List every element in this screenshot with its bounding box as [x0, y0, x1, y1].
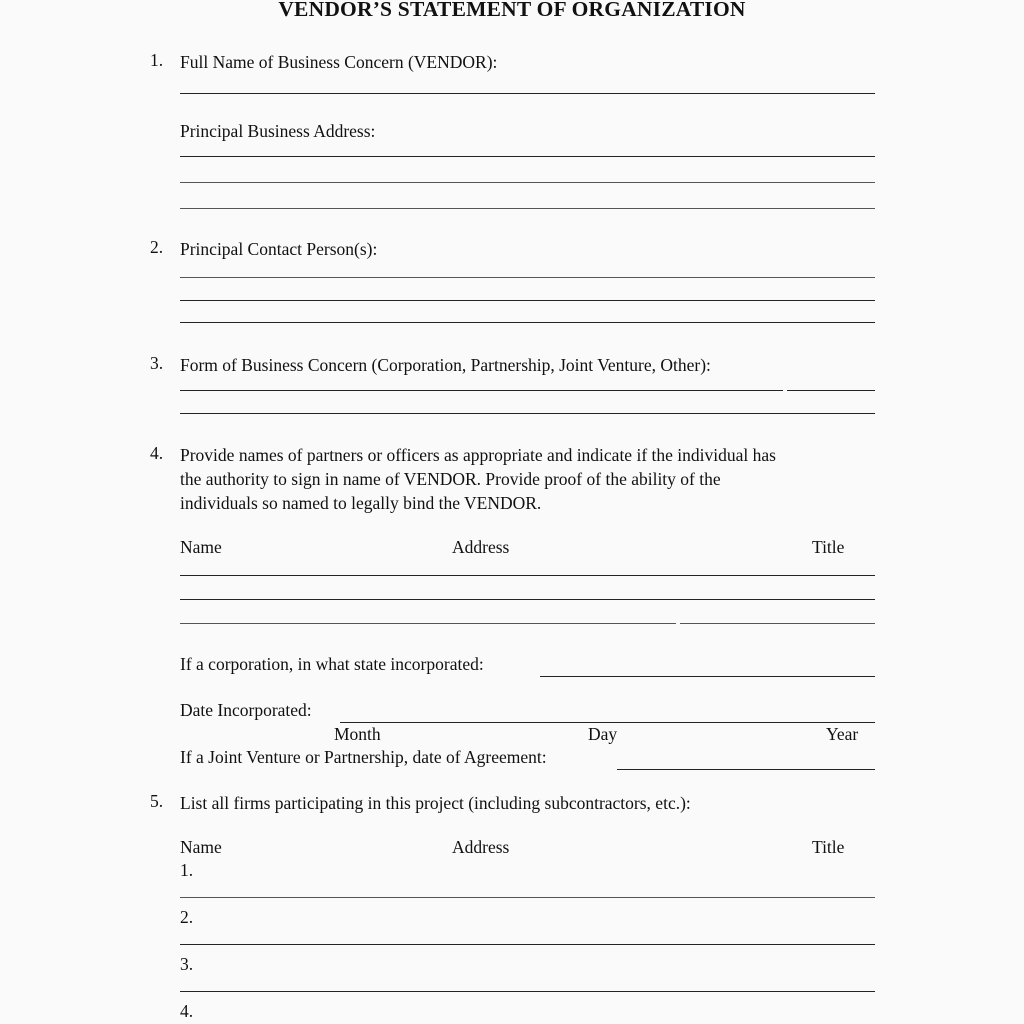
day-label: Day — [588, 724, 618, 744]
item-2-label: Principal Contact Person(s): — [180, 239, 378, 259]
firm-list-number-4: 4. — [180, 1001, 194, 1021]
firm-list-number-3: 3. — [180, 954, 194, 974]
firms-column-header-title: Title — [812, 837, 845, 857]
officers-rule-3[interactable] — [180, 623, 875, 624]
contact-person-rule-1[interactable] — [180, 277, 875, 278]
date-incorporated-label: Date Incorporated: — [180, 700, 312, 720]
contact-person-rule-3[interactable] — [180, 322, 875, 323]
officers-column-header-name: Name — [180, 537, 222, 557]
business-address-rule-1[interactable] — [180, 156, 875, 157]
firm-list-rule-2[interactable] — [180, 944, 875, 945]
contact-person-rule-2[interactable] — [180, 300, 875, 301]
item-5-label: List all firms participating in this project (including subcontractors, etc.): — [180, 793, 691, 813]
date-incorporated-rule[interactable] — [340, 722, 875, 723]
form-item-1 — [150, 50, 880, 74]
officers-column-header-address: Address — [452, 537, 510, 557]
item-3-number: 3. — [150, 353, 164, 373]
business-address-rule-2[interactable] — [180, 182, 875, 183]
state-incorporated-label: If a corporation, in what state incorporated: — [180, 654, 484, 674]
item-4-line-3: individuals so named to legally bind the VENDOR. — [180, 493, 542, 513]
rule-scan-gap — [676, 622, 680, 625]
joint-venture-date-rule[interactable] — [617, 769, 875, 770]
business-address-rule-3[interactable] — [180, 208, 875, 209]
item-1-answer-rule[interactable] — [180, 93, 875, 94]
rule-scan-gap — [783, 389, 787, 392]
officers-rule-1[interactable] — [180, 575, 875, 576]
year-label: Year — [826, 724, 859, 744]
item-5-number: 5. — [150, 791, 164, 811]
item-1-label: Full Name of Business Concern (VENDOR): — [180, 52, 498, 72]
officers-column-header-title: Title — [812, 537, 845, 557]
business-form-rule-1[interactable] — [180, 390, 875, 391]
firm-list-number-1: 1. — [180, 860, 194, 880]
form-item-4 — [150, 443, 880, 515]
item-1-number: 1. — [150, 50, 164, 70]
joint-venture-date-label: If a Joint Venture or Partnership, date of Agreement: — [180, 747, 547, 767]
form-item-2 — [150, 237, 880, 261]
state-incorporated-rule[interactable] — [540, 676, 875, 677]
page-title: VENDOR’S STATEMENT OF ORGANIZATION — [278, 0, 746, 21]
item-4-line-2: the authority to sign in name of VENDOR. Provide proof of the ability of the — [180, 469, 721, 489]
firm-list-rule-3[interactable] — [180, 991, 875, 992]
item-4-number: 4. — [150, 443, 164, 463]
item-4-paragraph — [180, 443, 876, 515]
principal-business-address-label: Principal Business Address: — [180, 121, 376, 141]
form-item-5 — [150, 791, 880, 815]
firms-column-header-name: Name — [180, 837, 222, 857]
item-4-line-1: Provide names of partners or officers as appropriate and indicate if the individual has — [180, 445, 776, 465]
form-item-3 — [150, 353, 880, 377]
firm-list-number-2: 2. — [180, 907, 194, 927]
firms-column-header-address: Address — [452, 837, 510, 857]
month-label: Month — [334, 724, 381, 744]
officers-rule-2[interactable] — [180, 599, 875, 600]
firm-list-rule-1[interactable] — [180, 897, 875, 898]
business-form-rule-2[interactable] — [180, 413, 875, 414]
item-3-label: Form of Business Concern (Corporation, Partnership, Joint Venture, Other): — [180, 355, 711, 375]
item-2-number: 2. — [150, 237, 164, 257]
